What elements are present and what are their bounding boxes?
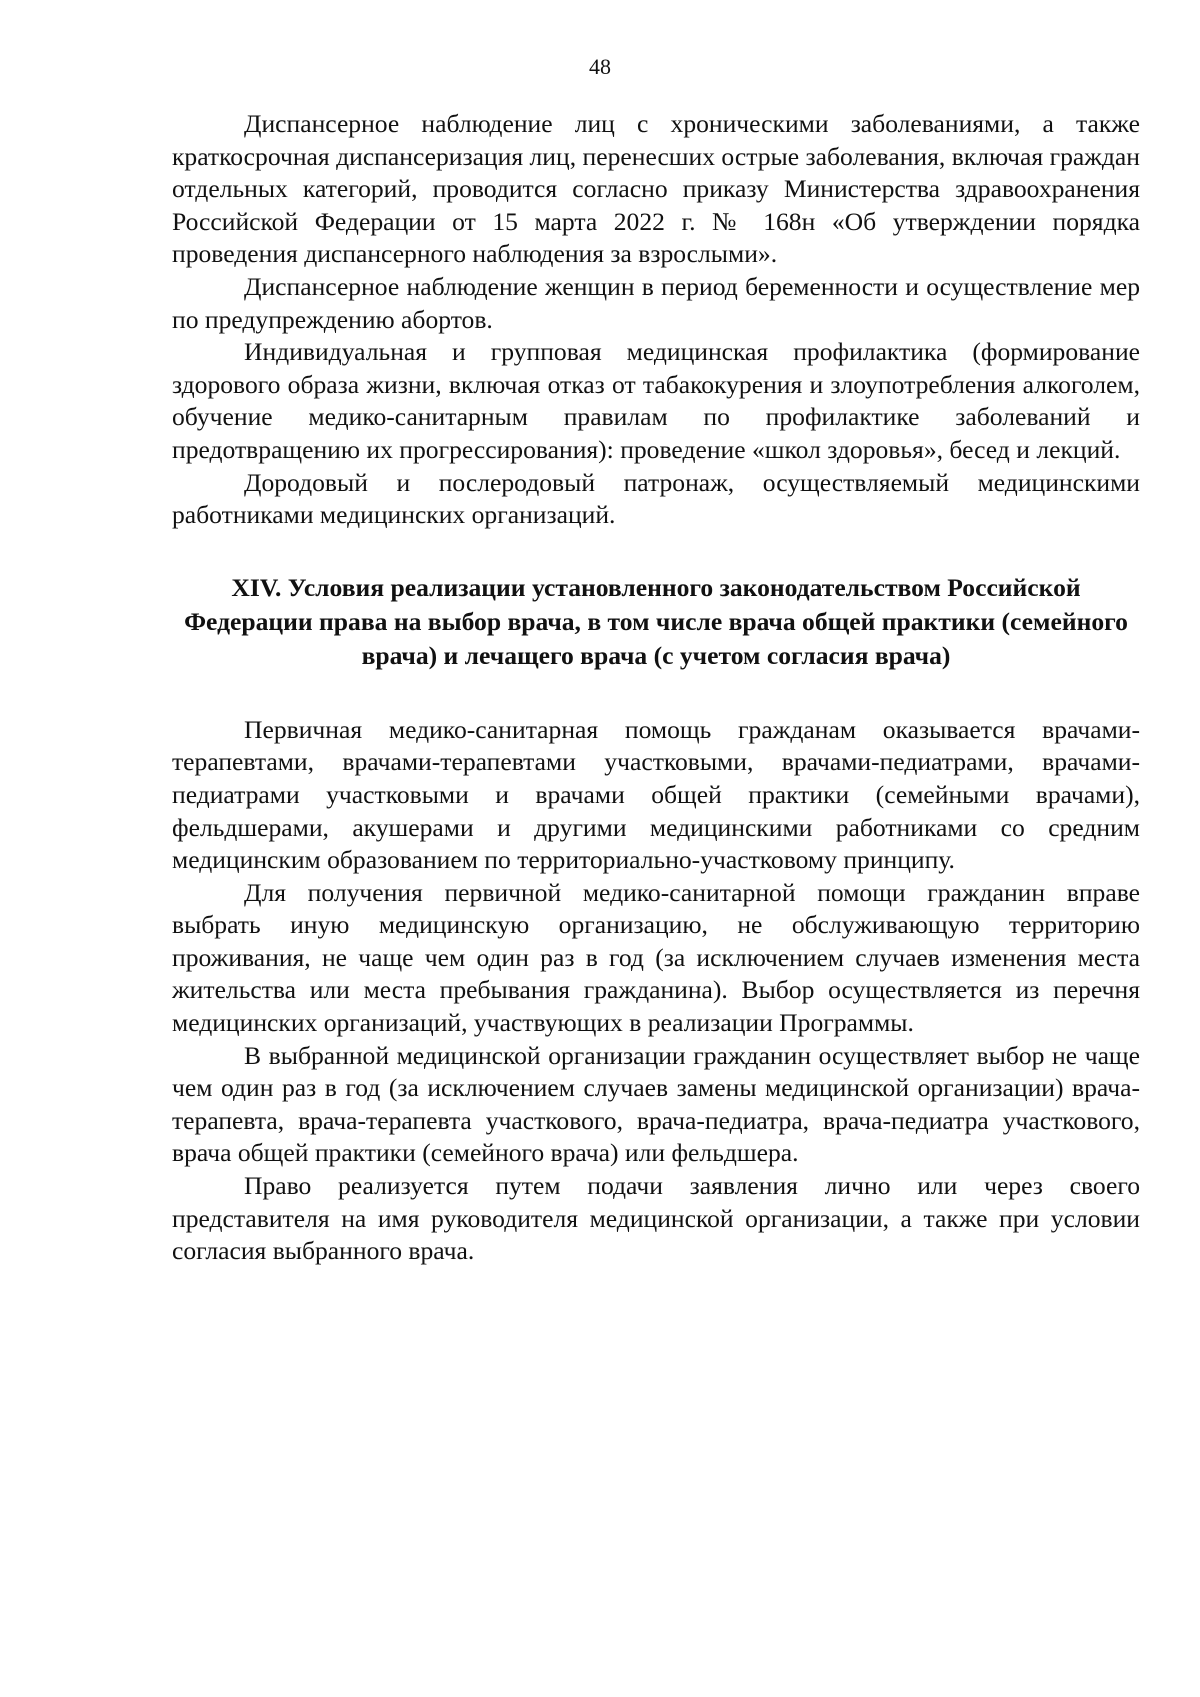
section-heading: XIV. Условия реализации установленного законодательством Российской Федерации права на выбор врача, в том числе врача общей практики (семейного врача) и лечащего врача (с учетом согласия врача) [184, 572, 1128, 670]
paragraph-patronage: Дородовый и послеродовый патронаж, осуществляемый медицинскими работниками медицинских организаций. [172, 467, 1140, 530]
paragraph-dispensary-chronic: Диспансерное наблюдение лиц с хроническими заболеваниями, а также краткосрочная диспансеризация лиц, перенесших острые заболевания, включая граждан отдельных категорий, проводится согласно приказу Министерства здравоохранения Российской Федерации от 15 марта 2022 г. № 168н «Об утверждении порядка проведения диспансерного наблюдения за взрослыми». [172, 109, 1140, 269]
page-content [172, 108, 1140, 1268]
page-number: 48 [589, 54, 611, 79]
paragraph-primary-care: Первичная медико-санитарная помощь гражданам оказывается врачами-терапевтами, врачами-терапевтами участковыми, врачами-педиатрами, врачами-педиатрами участковыми и врачами общей практики (семейными врачами), фельдшерами, акушерами и другими медицинскими работниками со средним медицинским образованием по территориально-участковому принципу. [172, 714, 1140, 875]
paragraph-dispensary-pregnancy: Диспансерное наблюдение женщин в период беременности и осуществление мер по предупреждению абортов. [172, 271, 1140, 334]
paragraph-choice-organization: Для получения первичной медико-санитарной помощи гражданин вправе выбрать иную медицинскую организацию, не обслуживающую территорию проживания, не чаще чем один раз в год (за исключением случаев изменения места жительства или места пребывания гражданина). Выбор осуществляется из перечня медицинских организаций, участвующих в реализации Программы. [172, 877, 1140, 1038]
paragraph-choice-doctor: В выбранной медицинской организации гражданин осуществляет выбор не чаще чем один раз в год (за исключением случаев замены медицинской организации) врача-терапевта, врача-терапевта участкового, врача-педиатра, врача-педиатра участкового, врача общей практики (семейного врача) или фельдшера. [172, 1040, 1140, 1168]
paragraph-right-procedure: Право реализуется путем подачи заявления лично или через своего представителя на имя руководителя медицинской организации, а также при условии согласия выбранного врача. [172, 1171, 1140, 1266]
paragraph-prevention: Индивидуальная и групповая медицинская профилактика (формирование здорового образа жизни, включая отказ от табакокурения и злоупотребления алкоголем, обучение медико-санитарным правилам по профилактике заболеваний и предотвращению их прогрессирования): проведение «школ здоровья», бесед и лекций. [172, 337, 1140, 464]
